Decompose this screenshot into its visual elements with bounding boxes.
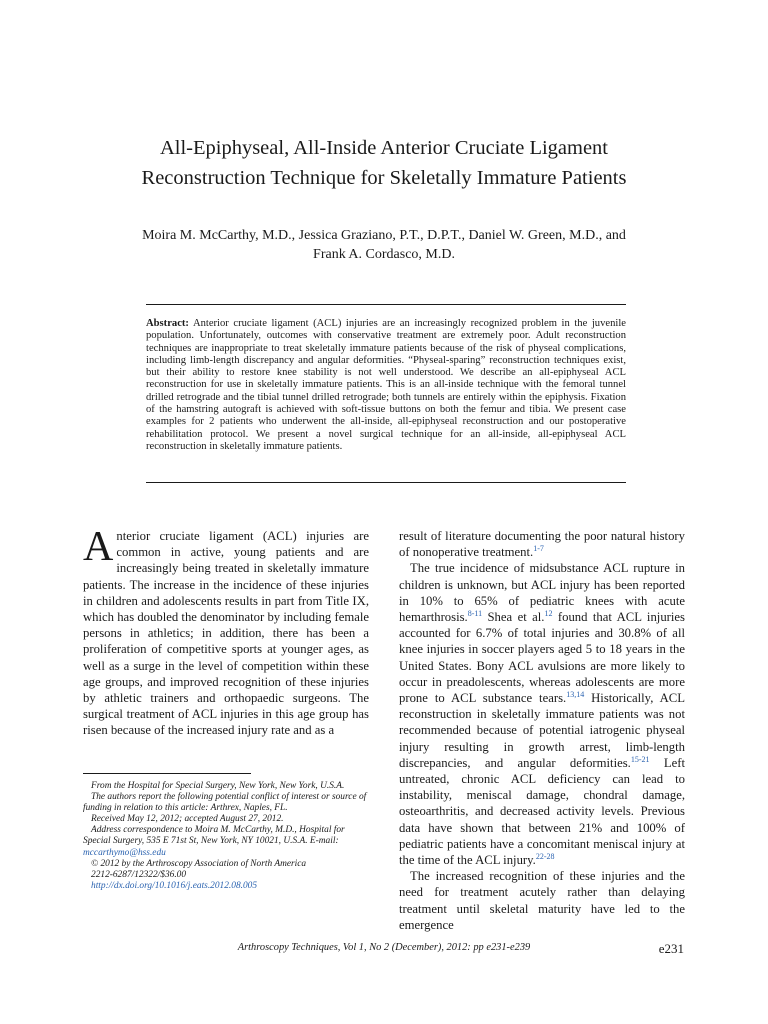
abstract-text: Anterior cruciate ligament (ACL) injuries are an increasingly recognized problem in the juvenile population. Unfortunately, outcomes with conservative treatment are extremely poor. Adult reconstruction techniques are inappropriate to treat skeletally immature patients because of the risk of physeal complications, including limb-length discrepancy and angular deformities. “Physeal-sparing” reconstruction techniques exist, but their ability to restore knee stability is not well understood. We describe an all-epiphyseal ACL reconstruction for use in skeletally immature patients. This is an all-inside technique with the femoral tunnel drilled retrograde and the tibial tunnel drilled retrograde; both tunnels are entirely within the epiphysis. Fixation of the hamstring autograft is achieved with soft-tissue buttons on both the femur and tibia. We present case examples for 2 patients who underwent the all-inside, all-epiphyseal reconstruction and our postoperative rehabilitation protocol. We present a novel surgical technique for an all-inside, all-epiphyseal ACL reconstruction in skeletally immature patients. [146,318,626,452]
drop-cap: A [83,524,114,570]
paragraph-text: Shea et al. [482,610,545,625]
abstract-top-rule [146,304,626,305]
citation-link[interactable]: 13,14 [566,690,585,700]
abstract-label: Abstract: [146,318,189,329]
article-title [60,133,708,193]
email-link[interactable]: mccarthymo@hss.edu [83,847,166,858]
paragraph-continued [399,528,685,560]
footnote-received: Received May 12, 2012; accepted August 27, 2012. [91,814,284,825]
paragraph-text: Left untreated, chronic ACL deficiency can lead to instability, meniscal damage, chondral damage, osteoarthritis, and decreased activity levels. Previous data have shown that between 21% and 100% of pediatric patients have a concomitant meniscal injury at the time of the ACL injury. [399,755,686,868]
address-text: Address correspondence to Moira M. McCarthy, M.D., Hospital for Special Surgery, 535 E 71st St, New York, NY 10021, U.S.A. [83,825,345,847]
footnote-doi [83,881,373,892]
intro-text: nterior cruciate ligament (ACL) injuries are common in active, young patients and are increasingly being treated in skeletally immature patients. The increase in the incidence of these injuries in children and adolescents results in part from Title IX, which has doubled the denominator by including female persons in athletics; in addition, there has been a proliferation of competitive sports at younger ages, as well as a surge in the level of competition within these age groups, and improved recognition of these injuries by athletic trainers and orthopaedic surgeons. The surgical treatment of ACL injuries in this age group has risen because of the increased injury rate and as a [83,529,369,738]
title-line-1: All-Epiphyseal, All-Inside Anterior Cruciate Ligament [159,137,609,159]
paragraph-text: result of literature documenting the poor natural history of nonoperative treatment. [399,529,685,560]
authors-line-1: Moira M. McCarthy, M.D., Jessica Graziano, P.T., D.P.T., Daniel W. Green, M.D., and [142,228,626,243]
footnote-copyright: © 2012 by the Arthroscopy Association of North America [91,858,307,869]
right-column [399,528,685,933]
doi-link[interactable]: http://dx.doi.org/10.1016/j.eats.2012.08.005 [91,880,258,891]
footnote-address [83,825,373,858]
footnote-rule [83,773,251,774]
citation-link[interactable]: 12 [544,609,553,619]
journal-citation: Arthroscopy Techniques, Vol 1, No 2 (December), 2012: pp e231-e239 [237,942,531,953]
page-number: e231 [658,941,684,956]
left-column [83,524,369,739]
citation-link[interactable]: 15-21 [630,754,650,764]
footnote-conflict: The authors report the following potential conflict of interest or source of funding in relation to this article: Arthrex, Naples, FL. [83,792,367,814]
footnote-code: 2212-6287/12322/$36.00 [91,869,187,880]
author-list [60,226,708,264]
citation-link[interactable]: 8-11 [467,609,483,619]
footnotes [83,781,373,892]
abstract [146,318,626,453]
paragraph-recognition: The increased recognition of these injuries and the need for treatment acutely rather than delaying treatment until skeletal maturity have led to the emergence [399,869,685,932]
paragraph-text: found that ACL injuries accounted for 6.7% of total injuries and 30.8% of all knee injuries in soccer players aged 5 to 18 years in the United States. Bony ACL avulsions are more likely to occur in preadolescents, whereas adolescents are more prone to ACL substance tears. [399,610,685,706]
paragraph-incidence [399,560,685,868]
footnote-affiliation: From the Hospital for Special Surgery, New York, New York, U.S.A. [91,781,345,791]
citation-link[interactable]: 22-28 [535,852,555,862]
title-line-2: Reconstruction Technique for Skeletally Immature Patients [141,167,627,189]
paragraph-text: Historically, ACL reconstruction in skeletally immature patients was not recommended because of potential iatrogenic physeal injury resulting in growth arrest, limb-length discrepancies, and angular deformities. [399,691,685,770]
intro-paragraph [83,524,369,739]
authors-line-2: Frank A. Cordasco, M.D. [313,247,455,262]
abstract-bottom-rule [146,482,626,483]
paragraph-text: The true incidence of midsubstance ACL rupture in children is unknown, but ACL injury has been reported in 10% to 65% of pediatric knees with acute hemarthrosis. [399,561,685,625]
email-label: E-mail: [309,836,339,847]
citation-link[interactable]: 1-7 [533,544,544,554]
